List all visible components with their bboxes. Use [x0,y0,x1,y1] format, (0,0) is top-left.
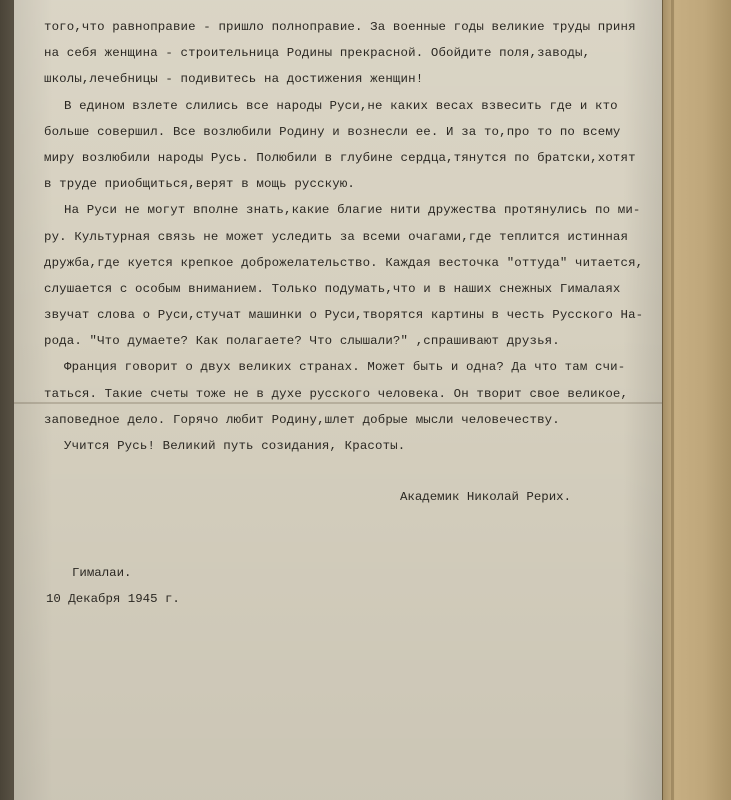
text-line: Франция говорит о двух великих странах. Может быть и одна? Да что там счи- [64,360,626,375]
text-line: рода. "Что думаете? Как полагаете? Что слышали?" ,спрашивают друзья. [44,334,560,349]
book-binding-edge [662,0,731,800]
text-line: слушается с особым вниманием. Только подумать,что и в наших снежных Гималаях [44,281,621,296]
text-line: Учится Русь! Великий путь созидания, Красоты. [64,439,406,453]
text-line: ру. Культурная связь не может уследить за всеми очагами,где теплится истинная [44,229,629,244]
text-line: таться. Такие счеты тоже не в духе русского человека. Он творит свое великое, [44,386,629,401]
text-line: звучат слова о Руси,стучат машинки о Руси,творятся картины в честь Русского На- [44,308,644,323]
text-line: школы,лечебницы - подивитесь на достижения женщин! [44,72,424,87]
signature-line: Академик Николай Рерих. [400,490,572,504]
place-line: Гималаи. [72,566,132,580]
text-line: миру возлюбили народы Русь. Полюбили в глубине сердца,тянутся по братски,хотят [44,150,636,165]
text-line: того,что равноправие - пришло полноправие. За военные годы великие труды приня [44,20,636,34]
binding-seam [671,0,674,800]
text-line: дружба,где куется крепкое доброжелательство. Каждая весточка "оттуда" читается, [44,255,644,270]
text-line: В едином взлете слились все народы Руси,не каких весах взвесить где и кто [64,98,618,113]
date-line: 10 Декабря 1945 г. [46,592,180,606]
text-line: На Руси не могут вполне знать,какие благие нити дружества протянулись по ми- [64,203,641,218]
text-line: на себя женщина - строительница Родины прекрасной. Обойдите поля,заводы, [44,46,591,61]
text-line: заповедное дело. Горячо любит Родину,шлет добрые мысли человечеству. [44,412,560,427]
text-line: больше совершил. Все возлюбили Родину и вознесли ее. И за то,про то по всему [44,124,621,139]
body-text [44,14,644,459]
text-line: в труде приобщиться,верят в мощь русскую. [44,177,356,192]
